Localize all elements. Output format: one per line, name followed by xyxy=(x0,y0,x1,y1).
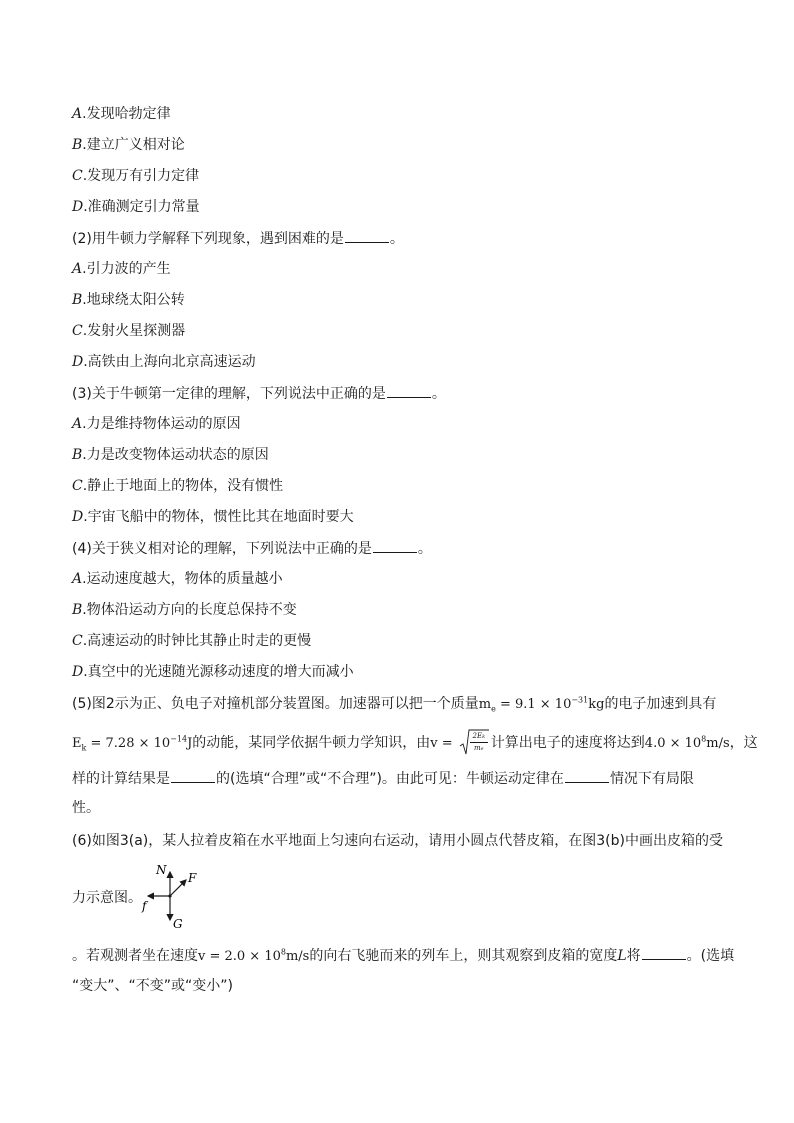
q4-option-d: D.真空中的光速随光源移动速度的增大而减小 xyxy=(72,664,354,680)
q3-option-a: A.力是维持物体运动的原因 xyxy=(72,416,241,432)
q3-stem: (3)关于牛顿第一定律的理解，下列说法中正确的是 。 xyxy=(72,383,446,404)
q2-option-b: B.地球绕太阳公转 xyxy=(72,292,185,308)
q4-option-b: B.物体沿运动方向的长度总保持不变 xyxy=(72,602,297,618)
q6-line-2: 力示意图。 xyxy=(72,890,142,906)
pull-force-arrow xyxy=(170,880,186,896)
q2-option-c: C.发射火星探测器 xyxy=(72,323,186,339)
force-diagram xyxy=(140,862,210,930)
q4-option-c: C.高速运动的时钟比其静止时走的更慢 xyxy=(72,633,312,649)
label-n: N xyxy=(156,863,167,877)
answer-blank[interactable] xyxy=(171,768,215,783)
q3-option-b: B.力是改变物体运动状态的原因 xyxy=(72,447,269,463)
q6-line-1: (6)如图3(a)，某人拉着皮箱在水平地面上匀速向右运动，请用小圆点代替皮箱，在图3(b)中画出皮箱的受 xyxy=(72,833,723,849)
speed-expression: $4.0 \times 10^8m/s$ xyxy=(644,734,730,751)
q1-option-d: D.准确测定引力常量 xyxy=(72,199,200,215)
q2-option-d: D.高铁由上海向北京高速运动 xyxy=(72,354,256,370)
q1-option-a: A.发现哈勃定律 xyxy=(72,106,171,122)
answer-blank[interactable] xyxy=(345,228,389,243)
box-point xyxy=(168,894,171,897)
answer-blank[interactable] xyxy=(387,383,431,398)
observer-speed: $v = 2.0 \times 10^8m/s$ xyxy=(198,947,310,964)
label-f-friction: f xyxy=(142,899,147,913)
q5-line-2: $E_k = 7.28 \times 10^{-14}J$的动能，某同学依据牛顿力学知识，由v = $\frac{2Ek}{me}$ 计算出电子的速度将达到$4.0 \times 10^8m/s$，这 xyxy=(72,729,758,757)
q2-stem: (2)用牛顿力学解释下列现象，遇到困难的是 。 xyxy=(72,228,404,249)
q3-option-c: C.静止于地面上的物体，没有惯性 xyxy=(72,478,284,494)
q5-line-1: (5)图2示为正、负电子对撞机部分装置图。加速器可以把一个质量$m_e = 9.1 \times 10^{-31}kg$的电子加速到具有 xyxy=(72,695,717,714)
answer-blank[interactable] xyxy=(373,538,417,553)
answer-blank[interactable] xyxy=(565,768,609,783)
q5-line-4: 性。 xyxy=(72,800,100,816)
label-g: G xyxy=(173,917,183,930)
answer-blank[interactable] xyxy=(642,945,686,960)
sqrt-formula xyxy=(459,729,489,757)
q6-line-4: “变大”、“不变”或“变小”) xyxy=(72,978,233,994)
q4-option-a: A.运动速度越大，物体的质量越小 xyxy=(72,571,283,587)
ek-expression: $E_k = 7.28 \times 10^{-14}J$ xyxy=(72,734,193,753)
q1-option-b: B.建立广义相对论 xyxy=(72,137,185,153)
label-f-pull: F xyxy=(188,871,197,885)
q3-option-d: D.宇宙飞船中的物体，惯性比其在地面时要大 xyxy=(72,509,354,525)
q5-line-3: 样的计算结果是 的(选填“合理”或“不合理”)。由此可见：牛顿运动定律在 情况下有局限 xyxy=(72,768,694,789)
q1-option-c: C.发现万有引力定律 xyxy=(72,168,200,184)
mass-expression: $m_e = 9.1 \times 10^{-31}kg$ xyxy=(478,695,605,714)
q4-stem: (4)关于狭义相对论的理解，下列说法中正确的是 。 xyxy=(72,538,432,559)
q2-option-a: A.引力波的产生 xyxy=(72,261,171,277)
velocity-fraction: $\frac{2Ek}{me}$ xyxy=(470,731,488,754)
q6-line-3: 。若观测者坐在速度$v = 2.0 \times 10^8m/s$的向右飞驰而来的列车上，则其观察到皮箱的宽度L将 。(选填 xyxy=(72,945,734,967)
